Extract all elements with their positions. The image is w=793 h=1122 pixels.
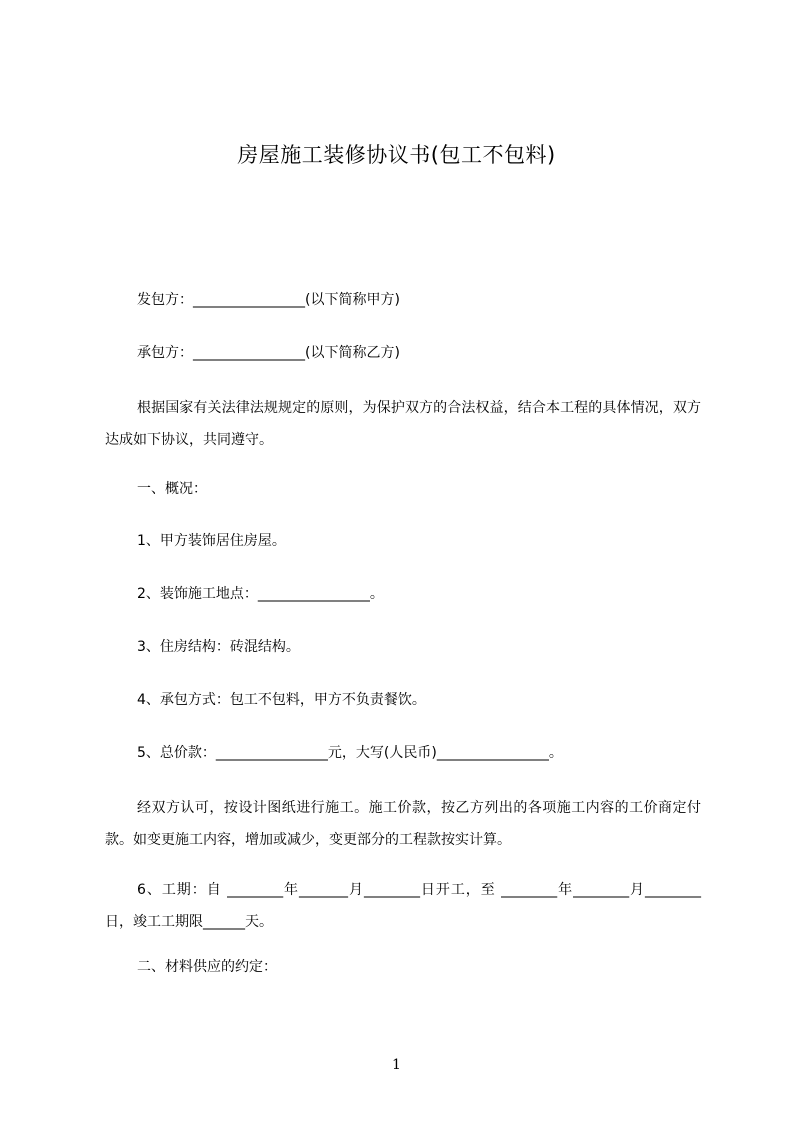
- item-1: 1、甲方装饰居住房屋。: [137, 533, 286, 549]
- item-5: 5、总价款：________________元，大写(人民币)________________。: [137, 745, 563, 761]
- price-clause-paragraph: 经双方认可，按设计图纸进行施工。施工价款，按乙方列出的各项施工内容的工价商定付款。如变更施工内容，增加或减少，变更部分的工程款按实计算。: [105, 800, 701, 848]
- party-a-line: 发包方：________________(以下简称甲方): [137, 292, 400, 308]
- section-2-heading: 二、材料供应的约定：: [137, 959, 277, 975]
- item-6-schedule: 6、工期：自 ________年_______月________日开工，至 ________年________月________日，竣工工期限______天。: [105, 882, 701, 930]
- preamble-paragraph: 根据国家有关法律法规规定的原则，为保护双方的合法权益，结合本工程的具体情况，双方达成如下协议，共同遵守。: [105, 400, 701, 448]
- item-2: 2、装饰施工地点：________________。: [137, 586, 384, 602]
- page-number: 1: [392, 1057, 401, 1073]
- party-b-line: 承包方：________________(以下简称乙方): [137, 345, 400, 361]
- section-1-heading: 一、概况：: [137, 481, 207, 497]
- document-title: 房屋施工装修协议书(包工不包料): [237, 143, 556, 167]
- item-4: 4、承包方式：包工不包料，甲方不负责餐饮。: [137, 692, 426, 708]
- item-3: 3、住房结构：砖混结构。: [137, 639, 300, 655]
